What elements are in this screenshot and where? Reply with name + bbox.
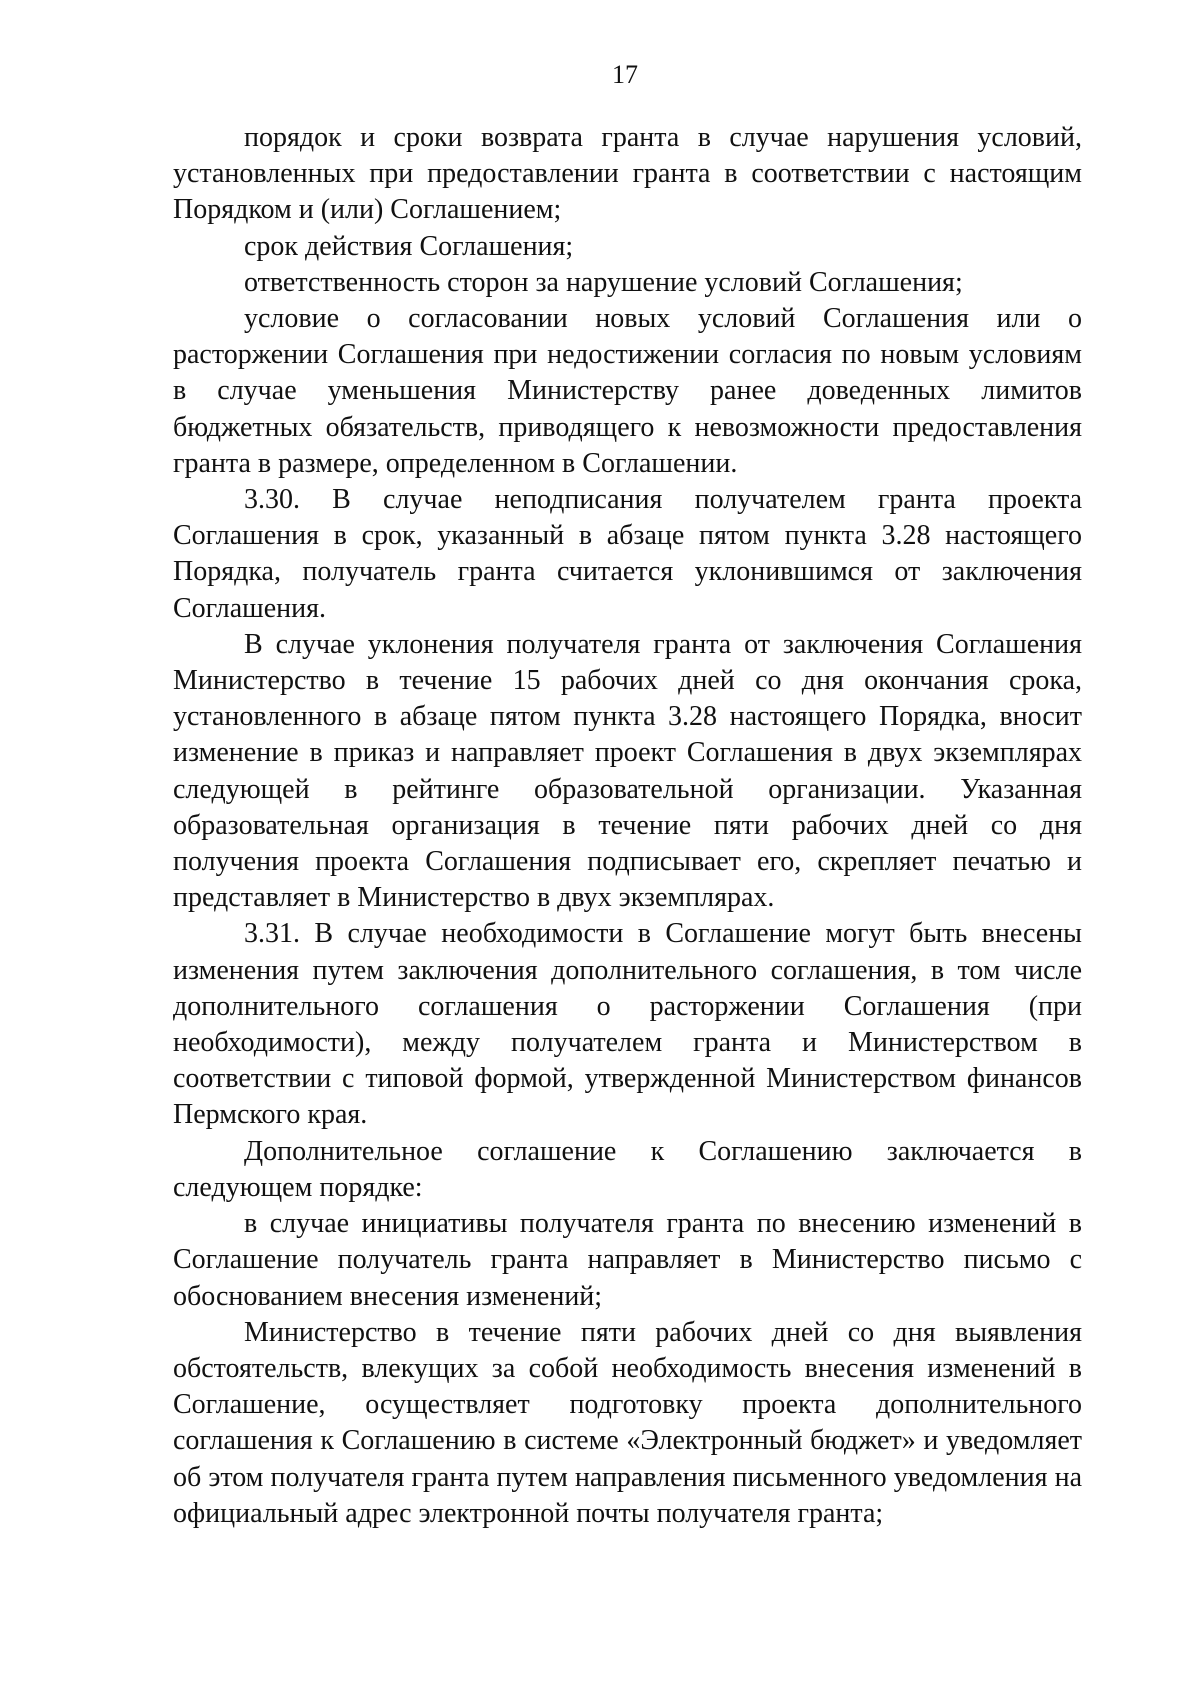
paragraph-3-30: 3.30. В случае неподписания получателем гранта проекта Соглашения в срок, указанный в абзаце пятом пункта 3.28 настоящего Порядка, получатель гранта считается уклонившимся от заключения Соглашения. [173, 484, 1082, 624]
paragraph-parties-liability: ответственность сторон за нарушение условий Соглашения; [244, 266, 963, 298]
paragraph-new-conditions: условие о согласовании новых условий Соглашения или о расторжении Соглашения при недостижении согласия по новым условиям в случае уменьшения Министерству ранее доведенных лимитов бюджетных обязательств, приводящего к невозможности предоставления гранта в размере, определенном в Соглашении. [173, 303, 1082, 479]
document-body [173, 120, 1082, 1532]
page-number: 17 [612, 60, 638, 89]
paragraph-ministry-preparation: Министерство в течение пяти рабочих дней со дня выявления обстоятельств, влекущих за собой необходимость внесения изменений в Соглашение, осуществляет подготовку проекта дополнительного соглашения к Соглашению в системе «Электронный бюджет» и уведомляет об этом получателя гранта путем направления письменного уведомления на официальный адрес электронной почты получателя гранта; [173, 1316, 1082, 1529]
paragraph-additional-agreement-order: Дополнительное соглашение к Соглашению заключается в следующем порядке: [173, 1135, 1082, 1203]
paragraph-return-procedure: порядок и сроки возврата гранта в случае нарушения условий, установленных при предоставлении гранта в соответствии с настоящим Порядком и (или) Соглашением; [173, 122, 1082, 226]
paragraph-recipient-initiative: в случае инициативы получателя гранта по внесению изменений в Соглашение получатель гранта направляет в Министерство письмо с обоснованием внесения изменений; [173, 1208, 1082, 1312]
paragraph-3-31: 3.31. В случае необходимости в Соглашение могут быть внесены изменения путем заключения дополнительного соглашения, в том числе дополнительного соглашения о расторжении Соглашения (при необходимости), между получателем гранта и Министерством в соответствии с типовой формой, утвержденной Министерством финансов Пермского края. [173, 918, 1082, 1131]
paragraph-agreement-term: срок действия Соглашения; [244, 230, 574, 262]
paragraph-evasion-case: В случае уклонения получателя гранта от заключения Соглашения Министерство в течение 15 рабочих дней со дня окончания срока, установленного в абзаце пятом пункта 3.28 настоящего Порядка, вносит изменение в приказ и направляет проект Соглашения в двух экземплярах следующей в рейтинге образовательной организации. Указанная образовательная организация в течение пяти рабочих дней со дня получения проекта Соглашения подписывает его, скрепляет печатью и представляет в Министерство в двух экземплярах. [173, 628, 1082, 914]
